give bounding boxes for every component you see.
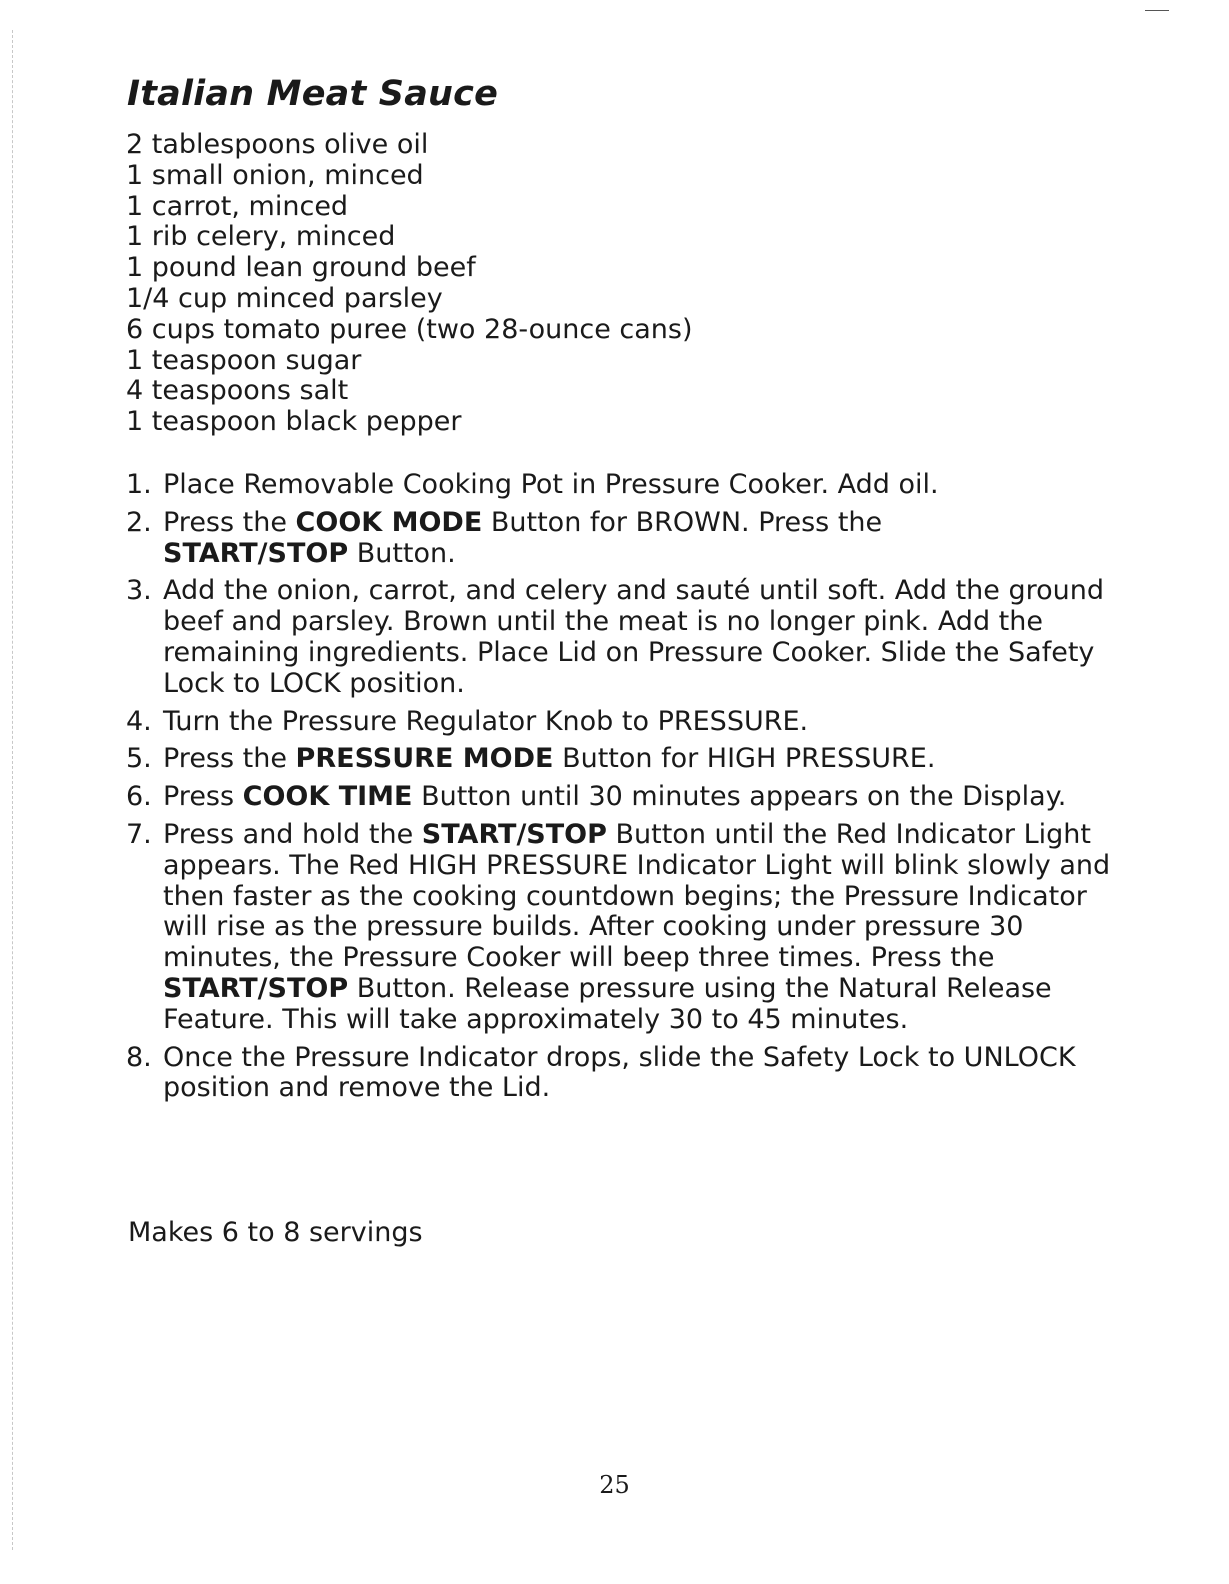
- step-text: Button for HIGH PRESSURE.: [553, 743, 936, 775]
- button-name: START/STOP: [163, 537, 349, 569]
- page-number: 25: [599, 1471, 630, 1499]
- step-number: 1.: [126, 469, 152, 500]
- step-text: Press the: [163, 506, 296, 538]
- instruction-steps: [126, 470, 1116, 1111]
- step-text: Button. Release pressure using the Natural Release Feature. This will take approximately 30 to 45 minutes.: [163, 972, 1052, 1035]
- step-text: Button until the Red Indicator Light appears. The Red HIGH PRESSURE Indicator Light will blink slowly and then faster as the cooking countdown begins; the Pressure Indicator will rise as the pressure builds. After cooking under pressure 30 minutes, the Pressure Cooker will beep three times. Press the: [163, 818, 1111, 974]
- button-name: START/STOP: [163, 972, 349, 1004]
- step-item: [126, 576, 1116, 699]
- step-item: [126, 1043, 1116, 1105]
- ingredient-item: 1 pound lean ground beef: [126, 252, 476, 284]
- step-text: Press the: [163, 743, 296, 775]
- step-item: [126, 470, 1116, 501]
- step-number: 2.: [126, 506, 152, 538]
- ingredient-item: 1 teaspoon black pepper: [126, 406, 462, 438]
- ingredient-item: 1 teaspoon sugar: [126, 344, 362, 376]
- ingredient-list: [126, 130, 693, 438]
- step-text: Place Removable Cooking Pot in Pressure Cooker. Add oil.: [163, 469, 939, 500]
- recipe-title: Italian Meat Sauce: [127, 74, 499, 114]
- ingredient-item: 1 rib celery, minced: [126, 221, 396, 253]
- step-item: [126, 508, 1116, 570]
- ingredient-item: 1 small onion, minced: [126, 159, 424, 191]
- step-text: Turn the Pressure Regulator Knob to PRESSURE.: [163, 705, 809, 737]
- step-text: Button until 30 minutes appears on the Display.: [412, 781, 1067, 813]
- corner-scan-mark: [1145, 10, 1169, 11]
- ingredient-item: 1 carrot, minced: [126, 190, 349, 222]
- step-text: Add the onion, carrot, and celery and sauté until soft. Add the ground beef and parsley. Brown until the meat is no longer pink. Add the remaining ingredients. Place Lid on Pressure Cooker. Slide the Safety Lock to LOCK position.: [163, 575, 1105, 699]
- step-number: 5.: [126, 743, 152, 775]
- step-number: 3.: [126, 575, 152, 607]
- ingredient-item: 6 cups tomato puree (two 28-ounce cans): [126, 313, 693, 345]
- step-number: 7.: [126, 818, 152, 850]
- step-number: 6.: [126, 781, 152, 813]
- step-text: Button.: [348, 537, 456, 569]
- scan-edge-artifact: [12, 30, 13, 1550]
- ingredient-item: 2 tablespoons olive oil: [126, 129, 429, 160]
- recipe-yield: Makes 6 to 8 servings: [128, 1217, 423, 1248]
- button-name: COOK MODE: [295, 506, 483, 538]
- step-number: 4.: [126, 705, 152, 737]
- step-text: Press and hold the: [163, 818, 422, 850]
- button-name: COOK TIME: [242, 781, 413, 813]
- step-number: 8.: [126, 1041, 152, 1073]
- button-name: START/STOP: [421, 818, 607, 850]
- step-text: Once the Pressure Indicator drops, slide the Safety Lock to UNLOCK position and remove the Lid.: [163, 1041, 1076, 1104]
- step-text: Press: [163, 781, 243, 813]
- step-item: [126, 820, 1116, 1036]
- step-item: [126, 707, 1116, 738]
- step-item: [126, 782, 1116, 813]
- step-text: Button for BROWN. Press the: [482, 506, 883, 538]
- step-item: [126, 744, 1116, 775]
- ingredient-item: 4 teaspoons salt: [126, 375, 349, 407]
- button-name: PRESSURE MODE: [295, 743, 554, 775]
- ingredient-item: 1/4 cup minced parsley: [126, 282, 443, 314]
